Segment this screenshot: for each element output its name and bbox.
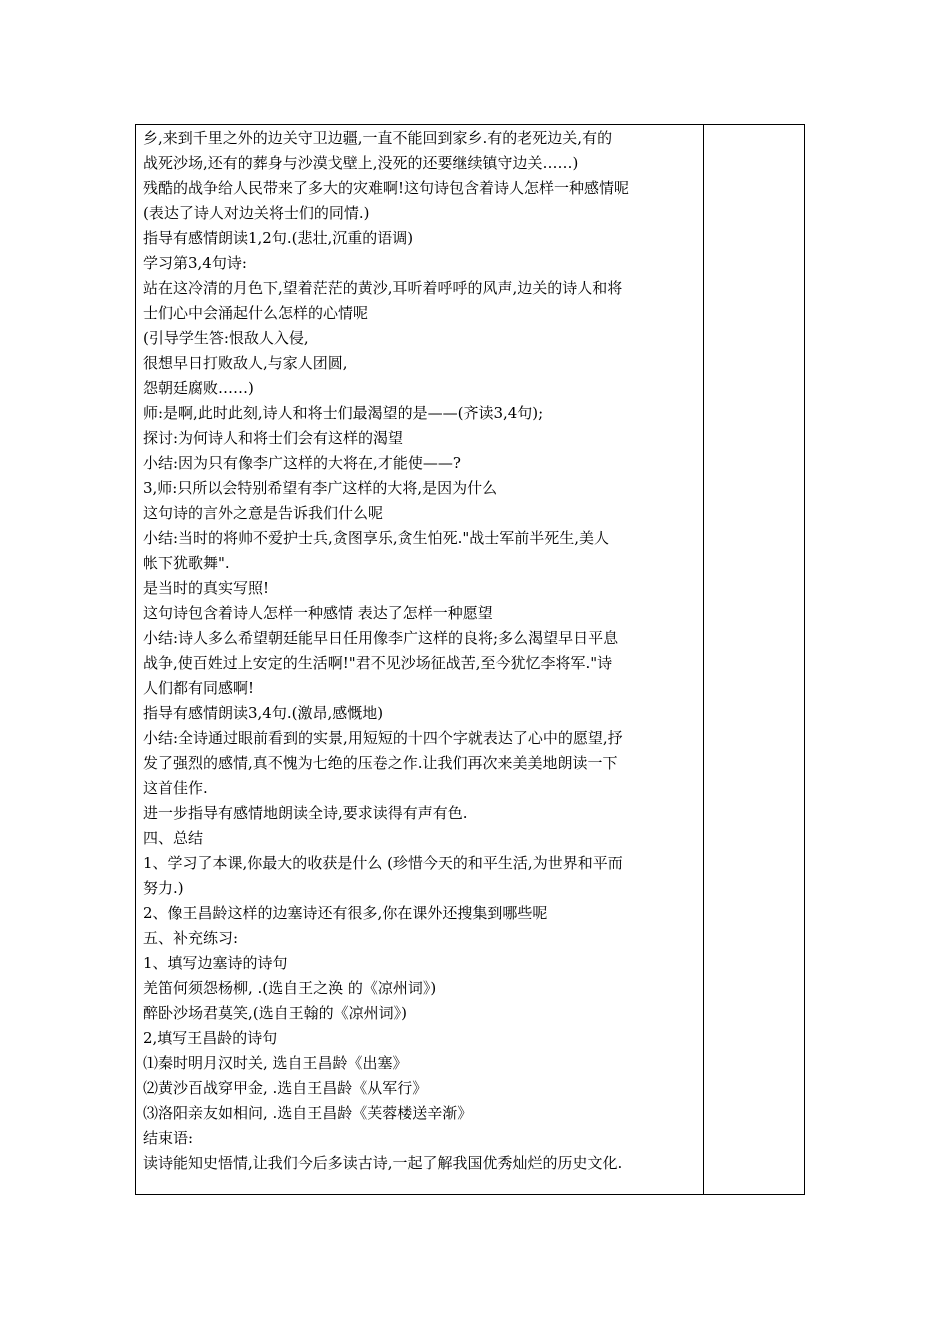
text-line: 帐下犹歌舞". [143,554,230,572]
text-line: 这首佳作. [143,779,208,797]
text-line: 进一步指导有感情地朗读全诗,要求读得有声有色. [143,804,468,822]
text-line: 怨朝廷腐败……) [143,379,254,397]
section-heading: 四、总结 [143,829,204,847]
text-line: 努力.) [143,879,184,897]
lesson-content-cell [136,125,704,1194]
lesson-table [135,124,805,1195]
text-line: 指导有感情朗读3,4句.(激昂,感慨地) [143,704,384,722]
text-line: 残酷的战争给人民带来了多大的灾难啊!这句诗包含着诗人怎样一种感情呢 [143,179,630,197]
text-line: 羌笛何须怨杨柳, .(选自王之涣 的《凉州词》) [143,979,437,997]
text-line: 战死沙场,还有的葬身与沙漠戈壁上,没死的还要继续镇守边关……) [143,154,579,172]
text-line: 乡,来到千里之外的边关守卫边疆,一直不能回到家乡.有的老死边关,有的 [143,129,613,147]
text-line: (引导学生答:恨敌人入侵, [143,329,309,347]
text-line: 人们都有同感啊! [143,679,255,697]
text-line: 发了强烈的感情,真不愧为七绝的压卷之作.让我们再次来美美地朗读一下 [143,754,618,772]
text-line: 指导有感情朗读1,2句.(悲壮,沉重的语调) [143,229,414,247]
text-line: 醉卧沙场君莫笑,(选自王翰的《凉州词》) [143,1004,407,1022]
text-line: 这句诗的言外之意是告诉我们什么呢 [143,504,384,522]
text-line: 读诗能知史悟情,让我们今后多读古诗,一起了解我国优秀灿烂的历史文化. [143,1154,623,1172]
text-line: 小结:全诗通过眼前看到的实景,用短短的十四个字就表达了心中的愿望,抒 [143,729,623,747]
text-line: 战争,使百姓过上安定的生活啊!"君不见沙场征战苦,至今犹忆李将军."诗 [143,654,613,672]
text-line: 站在这冷清的月色下,望着茫茫的黄沙,耳听着呼呼的风声,边关的诗人和将 [143,279,623,297]
text-line: ⑶洛阳亲友如相问, .选自王昌龄《芙蓉楼送辛渐》 [143,1104,473,1122]
text-line: ⑴秦时明月汉时关, 选自王昌龄《出塞》 [143,1054,408,1072]
text-line: 小结:因为只有像李广这样的大将在,才能使——? [143,454,461,472]
text-line: 1、学习了本课,你最大的收获是什么 (珍惜今天的和平生活,为世界和平而 [143,854,623,872]
section-heading: 五、补充练习: [143,929,239,947]
text-line: (表达了诗人对边关将士们的同情.) [143,204,370,222]
text-line: 1、填写边塞诗的诗句 [143,954,288,972]
text-line: ⑵黄沙百战穿甲金, .选自王昌龄《从军行》 [143,1079,428,1097]
notes-cell [704,125,804,1194]
text-line: 结束语: [143,1129,194,1147]
text-line: 这句诗包含着诗人怎样一种感情 表达了怎样一种愿望 [143,604,493,622]
text-line: 小结:当时的将帅不爱护士兵,贪图享乐,贪生怕死."战士军前半死生,美人 [143,529,610,547]
text-line: 2、像王昌龄这样的边塞诗还有很多,你在课外还搜集到哪些呢 [143,904,548,922]
text-line: 探讨:为何诗人和将士们会有这样的渴望 [143,429,404,447]
text-line: 士们心中会涌起什么怎样的心情呢 [143,304,369,322]
text-line: 学习第3,4句诗: [143,254,247,272]
text-line: 很想早日打败敌人,与家人团圆, [143,354,348,372]
text-line: 师:是啊,此时此刻,诗人和将士们最渴望的是——(齐读3,4句); [143,404,544,422]
text-line: 2,填写王昌龄的诗句 [143,1029,278,1047]
text-line: 是当时的真实写照! [143,579,270,597]
text-line: 小结:诗人多么希望朝廷能早日任用像李广这样的良将;多么渴望早日平息 [143,629,619,647]
text-line: 3,师:只所以会特别希望有李广这样的大将,是因为什么 [143,479,498,497]
